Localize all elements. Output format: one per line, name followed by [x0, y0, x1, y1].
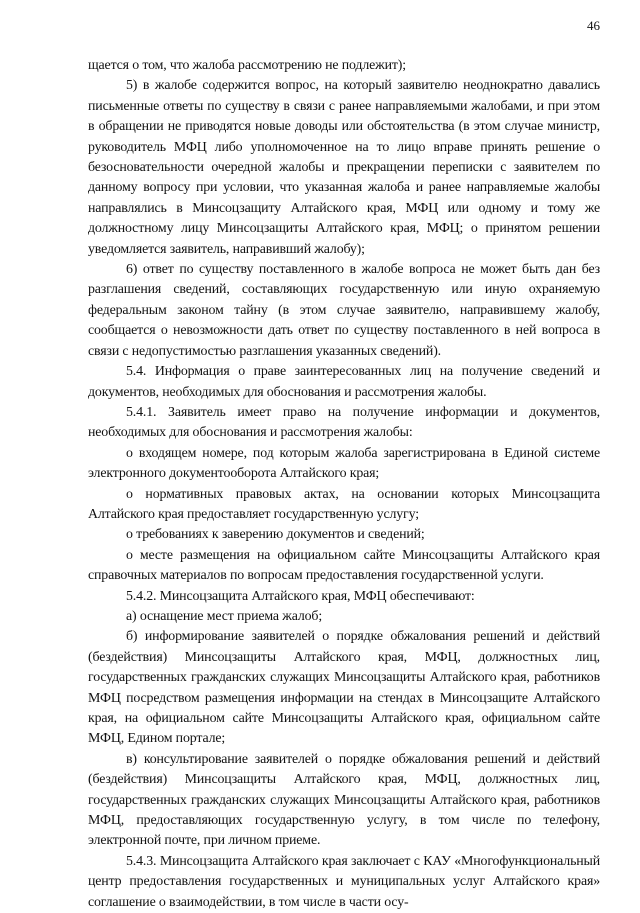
section-5-4-2: 5.4.2. Минсоцзащита Алтайского края, МФЦ обеспечивают:: [126, 588, 475, 604]
list-item-a: а) оснащение мест приема жалоб;: [126, 608, 323, 624]
paragraph-continuation: щается о том, что жалоба рассмотрению не подлежит);: [88, 58, 406, 73]
paragraph-item-6: 6) ответ по существу поставленного в жалобе вопроса не может быть дан без разглашения сведений, составляющих государственную или иную охраняемую федеральным законом тайну (в этом случае заявителю, направившему жалобу, сообщается о невозможности дать ответ по существу поставленного в ней вопроса в связи с недопустимостью разглашения указанных сведений).: [88, 262, 600, 359]
list-item-v: в) консультирование заявителей о порядке обжалования решений и действий (бездействия) Минсоцзащиты Алтайского края, МФЦ, должностных лиц, государственных гражданских служащих Минсоцзащиты Алтайского края, работников МФЦ, предоставляющих государственную услугу, в том числе по телефону, электронной почте, при личном приеме.: [88, 751, 600, 849]
paragraph-item-5: 5) в жалобе содержится вопрос, на который заявителю неоднократно давались письменные ответы по существу в связи с ранее направляемыми жалобами, и при этом в обращении не приводятся новые доводы или обстоятельства (в этом случае министр, руководитель МФЦ либо уполномоченное на то лицо вправе принять решение о безосновательности очередной жалобы и прекращении переписки с заявителем по данному вопросу при условии, что указанная жалоба и ранее направляемые жалобы направлялись в Минсоцзащиту Алтайского края, МФЦ или одному и тому же должностному лицу Минсоцзащиты Алтайского края, МФЦ; о принятом решении уведомляется заявитель, направивший жалобу);: [88, 78, 600, 257]
list-item-legal-acts: о нормативных правовых актах, на основании которых Минсоцзащита Алтайского края предоставляет государственную услугу;: [88, 486, 600, 522]
section-5-4-3: 5.4.3. Минсоцзащита Алтайского края заключает с КАУ «Многофункциональный центр предоставления государственных и муниципальных услуг Алтайского края» соглашение о взаимодействии, в том числе в части осу-: [88, 853, 600, 910]
list-item-incoming-number: о входящем номере, под которым жалоба зарегистрирована в Единой системе электронного документооборота Алтайского края;: [88, 445, 600, 482]
body-text: [88, 56, 600, 913]
list-item-certification-requirements: о требованиях к заверению документов и сведений;: [126, 527, 425, 543]
page-number: 46: [587, 18, 600, 33]
section-5-4-1: 5.4.1. Заявитель имеет право на получение информации и документов, необходимых для обоснования и рассмотрения жалобы:: [88, 404, 600, 441]
list-item-reference-materials: о месте размещения на официальном сайте Минсоцзащиты Алтайского края справочных материалов по вопросам предоставления государственной услуги.: [88, 547, 600, 584]
section-5-4-heading: 5.4. Информация о праве заинтересованных лиц на получение сведений и документов, необходимых для обоснования и рассмотрения жалобы.: [88, 364, 600, 400]
list-item-b: б) информирование заявителей о порядке обжалования решений и действий (бездействия) Минсоцзащиты Алтайского края, МФЦ, должностных лиц, государственных гражданских служащих Минсоцзащиты Алтайского края, работников МФЦ посредством размещения информации на стендах в Минсоцзащите Алтайского края, на официальном сайте Минсоцзащиты Алтайского края, официальном сайте МФЦ, Едином портале;: [88, 629, 600, 747]
